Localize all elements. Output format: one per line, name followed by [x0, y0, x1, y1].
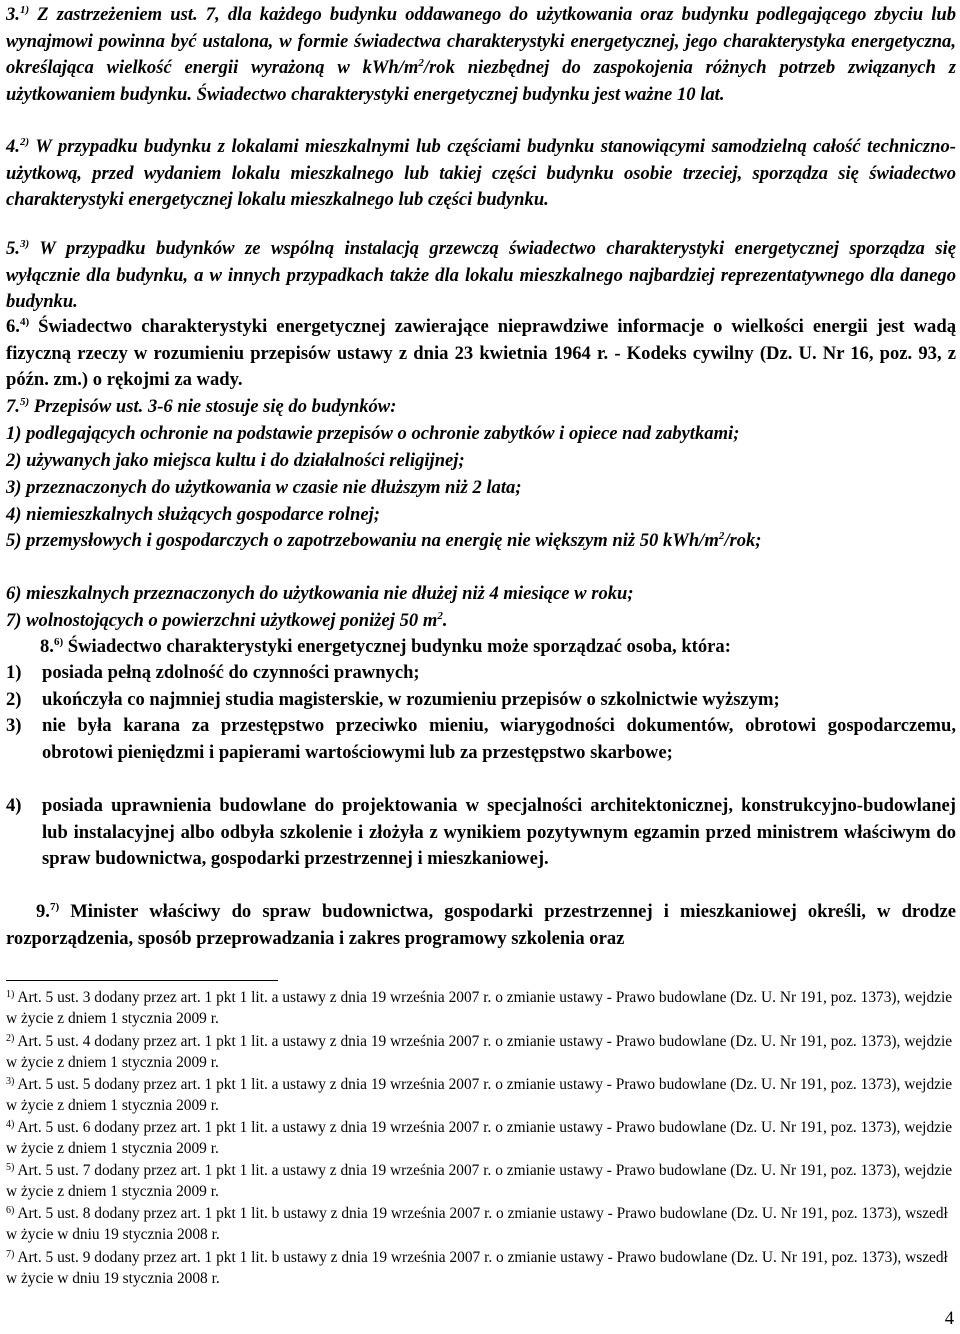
footnote-text: Art. 5 ust. 4 dodany przez art. 1 pkt 1 lit. a ustawy z dnia 19 września 2007 r. o zmianie ustawy - Prawo budowlane (Dz. U. Nr 191, poz. 1373), wejdzie w życie z dniem 1 stycznia 2009 r. [6, 1033, 953, 1071]
superscript: 2 [418, 57, 424, 70]
paragraph-number: 7. [6, 396, 20, 417]
footnote-marker: 7) [6, 1249, 15, 1260]
paragraph-number: 6. [6, 316, 20, 337]
footnote-text: Art. 5 ust. 6 dodany przez art. 1 pkt 1 lit. a ustawy z dnia 19 września 2007 r. o zmianie ustawy - Prawo budowlane (Dz. U. Nr 191, poz. 1373), wejdzie w życie z dniem 1 stycznia 2009 r. [6, 1119, 953, 1157]
paragraph-text: Przepisów ust. 3-6 nie stosuje się do budynków: [29, 396, 397, 417]
footnote-text: Art. 5 ust. 7 dodany przez art. 1 pkt 1 lit. a ustawy z dnia 19 września 2007 r. o zmianie ustawy - Prawo budowlane (Dz. U. Nr 191, poz. 1373), wejdzie w życie z dniem 1 stycznia 2009 r. [6, 1162, 953, 1200]
footnote-2 [6, 1032, 956, 1074]
list-item-7-6 [6, 581, 956, 608]
paragraph-number: 9. [36, 901, 50, 922]
list-item-text: 3) przeznaczonych do użytkowania w czasie nie dłuższym niż 2 lata; [6, 477, 522, 498]
paragraph-5 [6, 236, 956, 316]
paragraph-6 [6, 314, 956, 394]
footnote-marker: 5) [6, 1162, 15, 1173]
paragraph-text: /rok niezbędnej do zaspokojenia różnych potrzeb związanych z użytkowaniem budynku. Świadectwo charakterystyki energetycznej budynku jest ważne 10 lat. [6, 57, 956, 105]
paragraph-9 [6, 899, 956, 952]
list-item-text: 1) podlegających ochronie na podstawie przepisów o ochronie zabytków i opiece nad zabytkami; [6, 423, 740, 444]
paragraph-3 [6, 2, 956, 108]
footnote-7 [6, 1248, 956, 1290]
paragraph-number: 3. [6, 4, 20, 25]
paragraph-text: Świadectwo charakterystyki energetycznej zawierające nieprawdziwe informacje o wielkości energii jest wadą fizyczną rzeczy w rozumieniu przepisów ustawy z dnia 23 kwietnia 1964 r. - Kodeks cywilny (Dz. U. Nr 16, poz. 93, z późn. zm.) o rękojmi za wady. [6, 316, 956, 391]
list-item-7-5 [6, 528, 956, 555]
list-item-text: 6) mieszkalnych przeznaczonych do użytkowania nie dłużej niż 4 miesiące w roku; [6, 583, 634, 604]
list-item-text: 5) przemysłowych i gospodarczych o zapotrzebowaniu na energię nie większym niż 50 kWh/m [6, 530, 719, 551]
list-item-8-2 [6, 687, 956, 714]
list-item-8-3 [6, 713, 956, 766]
footnote-marker: 6) [6, 1205, 15, 1216]
footnote-text: Art. 5 ust. 5 dodany przez art. 1 pkt 1 lit. a ustawy z dnia 19 września 2007 r. o zmianie ustawy - Prawo budowlane (Dz. U. Nr 191, poz. 1373), wejdzie w życie z dniem 1 stycznia 2009 r. [6, 1076, 953, 1114]
list-item-7-2 [6, 448, 956, 475]
list-item-text: . [442, 610, 448, 631]
footnote-5 [6, 1161, 956, 1203]
paragraph-text: W przypadku budynków ze wspólną instalacją grzewczą świadectwo charakterystyki energetycznej sporządza się wyłącznie dla budynku, a w innych przypadkach także dla lokalu mieszkalnego najbardziej reprezentatywnego dla danego budynku. [6, 238, 956, 313]
list-item-text: posiada uprawnienia budowlane do projektowania w specjalności architektonicznej, konstrukcyjno-budowlanej lub instalacyjnej albo odbyła szkolenie i złożyła z wynikiem pozytywnym egzamin przed ministrem właściwym do spraw budownictwa, gospodarki przestrzennej i mieszkaniowej. [42, 795, 956, 870]
list-item-text: nie była karana za przestępstwo przeciwko mieniu, wiarygodności dokumentów, obrotowi gospodarczemu, obrotowi pieniędzmi i papierami wartościowymi lub za przestępstwo skarbowe; [42, 715, 956, 763]
paragraph-4 [6, 134, 956, 214]
footnote-ref: 5) [19, 396, 30, 408]
footnote-3 [6, 1075, 956, 1117]
list-item-text: ukończyła co najmniej studia magisterskie, w rozumieniu przepisów o szkolnictwie wyższym; [42, 689, 780, 710]
footnote-ref: 6) [53, 636, 64, 648]
list-item-text: posiada pełną zdolność do czynności prawnych; [42, 662, 420, 683]
list-item-text: 2) używanych jako miejsca kultu i do działalności religijnej; [6, 450, 465, 471]
list-item-label: 3) [6, 715, 22, 736]
footnote-text: Art. 5 ust. 3 dodany przez art. 1 pkt 1 lit. a ustawy z dnia 19 września 2007 r. o zmianie ustawy - Prawo budowlane (Dz. U. Nr 191, poz. 1373), wejdzie w życie z dniem 1 stycznia 2009 r. [6, 989, 953, 1027]
list-item-text: 7) wolnostojących o powierzchni użytkowej poniżej 50 m [6, 610, 438, 631]
list-item-text: /rok; [724, 530, 762, 551]
list-item-text: 4) niemieszkalnych służących gospodarce rolnej; [6, 504, 380, 525]
list-item-8-1 [6, 660, 956, 687]
paragraph-7 [6, 394, 956, 421]
paragraph-text: Minister właściwy do spraw budownictwa, gospodarki przestrzennej i mieszkaniowej określi, w drodze rozporządzenia, sposób przeprowadzania i zakres programowy szkolenia oraz [6, 901, 956, 949]
paragraph-8 [40, 634, 956, 661]
list-item-label: 4) [6, 795, 22, 816]
footnote-6 [6, 1204, 956, 1246]
paragraph-number: 8. [40, 636, 54, 657]
footnote-marker: 2) [6, 1033, 15, 1044]
list-item-8-4 [6, 793, 956, 873]
page-number: 4 [944, 1308, 954, 1329]
superscript: 2 [718, 530, 725, 542]
footnote-ref: 1) [19, 4, 30, 16]
list-item-7-1 [6, 421, 956, 448]
list-item-7-7 [6, 608, 956, 635]
paragraph-text: Świadectwo charakterystyki energetycznej budynku może sporządzać osoba, która: [63, 636, 731, 657]
footnote-ref: 4) [19, 316, 30, 328]
superscript: 2 [437, 610, 443, 622]
list-item-7-3 [6, 475, 956, 502]
list-item-7-4 [6, 502, 956, 529]
footnote-marker: 3) [6, 1076, 15, 1087]
footnote-ref: 2) [19, 136, 30, 148]
footnote-text: Art. 5 ust. 9 dodany przez art. 1 pkt 1 lit. b ustawy z dnia 19 września 2007 r. o zmianie ustawy - Prawo budowlane (Dz. U. Nr 191, poz. 1373), wszedł w życie w dniu 19 stycznia 2008 r. [6, 1249, 948, 1287]
footnote-1 [6, 988, 956, 1030]
footnote-4 [6, 1118, 956, 1160]
paragraph-text: W przypadku budynku z lokalami mieszkalnymi lub częściami budynku stanowiącymi samodzielną całość techniczno-użytkową, przed wydaniem lokalu mieszkalnego lub takiej części budynku osobie trzeciej, sporządza się świadectwo charakterystyki energetycznej lokalu mieszkalnego lub części budynku. [6, 136, 956, 211]
footnote-ref: 7) [49, 901, 60, 913]
footnote-text: Art. 5 ust. 8 dodany przez art. 1 pkt 1 lit. b ustawy z dnia 19 września 2007 r. o zmianie ustawy - Prawo budowlane (Dz. U. Nr 191, poz. 1373), wszedł w życie w dniu 19 stycznia 2008 r. [6, 1205, 948, 1243]
footnote-separator [6, 980, 278, 981]
paragraph-number: 4. [6, 136, 20, 157]
paragraph-number: 5. [6, 238, 20, 259]
footnote-marker: 4) [6, 1119, 15, 1130]
paragraph-text: Z zastrzeżeniem ust. 7, dla każdego budynku oddawanego do użytkowania oraz budynku podlegającego zbyciu lub wynajmowi powinna być ustalona, w formie świadectwa charakterystyki energetycznej, jego charakterystyka energetyczna, określająca wielkość energii wyrażoną w kWh/m [6, 4, 956, 79]
list-item-label: 1) [6, 662, 22, 683]
footnote-marker: 1) [6, 989, 15, 1000]
list-item-label: 2) [6, 689, 22, 710]
footnote-ref: 3) [19, 238, 30, 250]
